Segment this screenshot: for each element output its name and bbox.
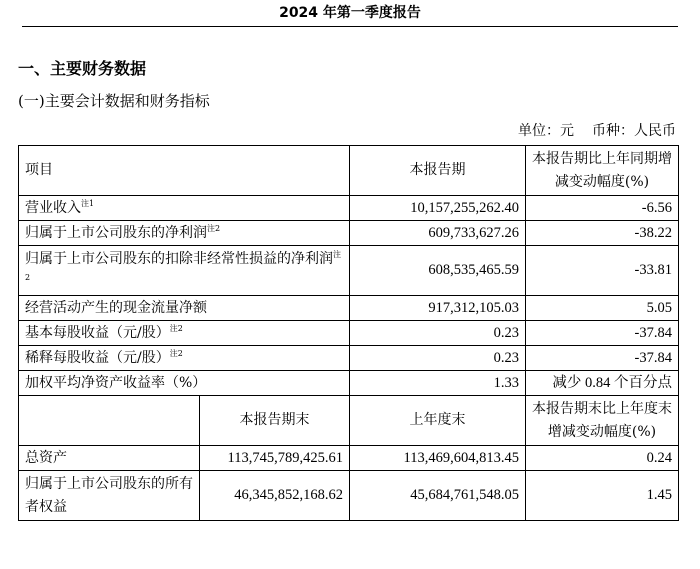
row-change: 0.24 [526, 446, 679, 471]
page-header: 2024 年第一季度报告 [22, 0, 678, 27]
note-ref: 注1 [81, 198, 95, 208]
row-change: -37.84 [526, 321, 679, 346]
table-row [19, 221, 679, 246]
unit-line [500, 120, 676, 140]
table-row [19, 246, 679, 296]
row-period-end: 113,745,789,425.61 [200, 446, 350, 471]
header-period-change: 本报告期末比上年度末增减变动幅度(%) [526, 396, 679, 446]
header-period-end: 本报告期末 [200, 396, 350, 446]
row-label: 营业收入$^{注1}$ [19, 196, 350, 221]
note-ref: 注2 [169, 348, 183, 358]
row-value: 608,535,465.59 [350, 246, 526, 296]
row-label: 经营活动产生的现金流量净额 [19, 296, 350, 321]
table-row [19, 321, 679, 346]
table-row [19, 471, 679, 521]
subheader-blank [19, 396, 200, 446]
subsection-title: (一)主要会计数据和财务指标 [18, 92, 210, 110]
row-label: 加权平均净资产收益率（%） [19, 371, 350, 396]
row-prior-year-end: 45,684,761,548.05 [350, 471, 526, 521]
row-change: -33.81 [526, 246, 679, 296]
row-value: 10,157,255,262.40 [350, 196, 526, 221]
header-current-period: 本报告期 [350, 146, 526, 196]
row-label: 归属于上市公司股东的扣除非经常性损益的净利润$^{注2}$ [19, 246, 350, 296]
note-ref: 注2 [169, 323, 183, 333]
row-change: -37.84 [526, 346, 679, 371]
row-value: 609,733,627.26 [350, 221, 526, 246]
row-change: -6.56 [526, 196, 679, 221]
table-header-row [19, 146, 679, 196]
row-prior-year-end: 113,469,604,813.45 [350, 446, 526, 471]
table-row [19, 346, 679, 371]
row-label: 归属于上市公司股东的所有者权益 [19, 471, 200, 521]
row-value: 0.23 [350, 321, 526, 346]
table-subheader-row [19, 396, 679, 446]
row-label: 总资产 [19, 446, 200, 471]
row-change: 5.05 [526, 296, 679, 321]
header-yoy-change: 本报告期比上年同期增减变动幅度(%) [526, 146, 679, 196]
section-title: 一、主要财务数据 [18, 59, 147, 78]
row-value: 917,312,105.03 [350, 296, 526, 321]
table-row [19, 371, 679, 396]
financial-data-table [18, 145, 679, 521]
row-change: 减少 0.84 个百分点 [526, 371, 679, 396]
row-label: 基本每股收益（元/股）$^{注2}$ [19, 321, 350, 346]
row-period-end: 46,345,852,168.62 [200, 471, 350, 521]
note-ref: 注2 [207, 223, 221, 233]
row-value: 1.33 [350, 371, 526, 396]
table-row [19, 446, 679, 471]
currency-label: 币种：人民币 [592, 123, 676, 139]
row-value: 0.23 [350, 346, 526, 371]
unit-label: 单位：元 [518, 123, 574, 139]
row-label: 归属于上市公司股东的净利润$^{注2}$ [19, 221, 350, 246]
row-label: 稀释每股收益（元/股）$^{注2}$ [19, 346, 350, 371]
note-ref: 注2 [25, 249, 341, 282]
table-row [19, 196, 679, 221]
table-row [19, 296, 679, 321]
row-change: -38.22 [526, 221, 679, 246]
header-item: 项目 [19, 146, 350, 196]
row-change: 1.45 [526, 471, 679, 521]
header-prior-year-end: 上年度末 [350, 396, 526, 446]
